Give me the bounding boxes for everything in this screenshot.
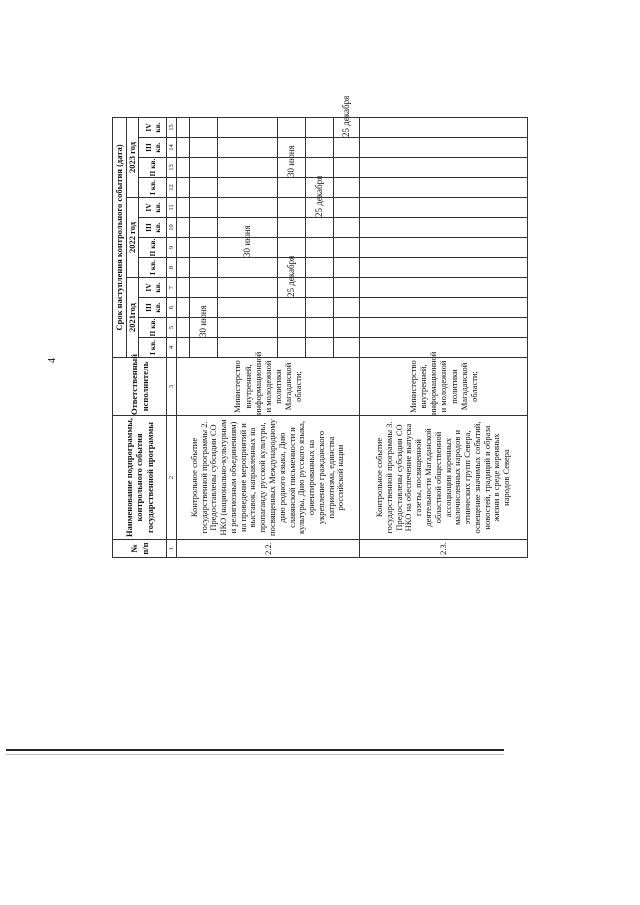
date-cell: 30 июня (278, 158, 306, 178)
table-row (177, 117, 190, 557)
date-cell (177, 158, 190, 178)
header-year-2021: 2021год (127, 278, 139, 358)
header-quarter: I кв. (139, 338, 167, 358)
rotated-table-container (112, 95, 512, 558)
col-number: 10 (167, 218, 177, 238)
date-cell (177, 238, 190, 258)
col-number: 12 (167, 178, 177, 198)
header-quarter: IV кв. (139, 278, 167, 298)
header-year-2022: 2022 год (127, 198, 139, 278)
row-desc: Предоставлены субсидии СО НКО (национально-культурным и религиозным объединениям) на проведение мероприятий и выставок, направленных на пропаганду русской культуры, посвященных Международному дню родного языка, Дню славянской письменности и культуры, Дню русского языка, ориентированных на укрепление гражданского патриотизма, единства российской нации (208, 419, 346, 536)
col-number: 7 (167, 278, 177, 298)
scan-line (6, 754, 504, 755)
row-executor: Министерство внутренней, информационной и молодежной политики Магаданской области; (177, 358, 360, 416)
header-name: Наименование подпрограммы, контрольного события государственной программы (113, 416, 167, 540)
header-quarter: IV кв. (139, 198, 167, 218)
col-number: 4 (167, 338, 177, 358)
col-number: 6 (167, 298, 177, 318)
header-period: Срок наступления контрольного события (дата) (113, 117, 127, 357)
date-cell (177, 258, 190, 278)
col-number: 3 (167, 358, 177, 416)
control-events-table (112, 95, 528, 558)
header-executor: Ответственный исполнитель (113, 358, 167, 416)
row-description (177, 416, 360, 540)
date-cell (177, 138, 190, 158)
row-executor: Министерство внутренней, информационной и молодежной политики Магаданской области; (360, 358, 528, 416)
row-number: 2.2. (177, 540, 360, 558)
header-year-2023: 2023 год (127, 117, 139, 197)
date-cell (177, 117, 190, 137)
header-quarter: II кв. (139, 238, 167, 258)
row-number: 2.3. (360, 540, 528, 558)
date-cell (177, 338, 190, 358)
date-cell (177, 198, 190, 218)
date-cell (177, 178, 190, 198)
header-quarter: III кв. (139, 218, 167, 238)
date-cell: 30 июня (190, 318, 218, 338)
col-number: 15 (167, 117, 177, 137)
date-cell (177, 318, 190, 338)
date-cell: 25 декабря (306, 198, 334, 218)
col-number: 5 (167, 318, 177, 338)
header-quarter: IV кв. (139, 117, 167, 137)
date-cell (177, 298, 190, 318)
header-quarter: III кв. (139, 298, 167, 318)
page-number: 4 (47, 358, 58, 363)
col-number: 1 (167, 540, 177, 558)
row-title: Контрольное событие государственной программы 3. (374, 421, 394, 534)
table-row (360, 117, 528, 557)
header-quarter: I кв. (139, 258, 167, 278)
col-number: 14 (167, 138, 177, 158)
scan-line (6, 749, 504, 751)
row-description (360, 416, 528, 540)
date-cell: 30 июня (218, 238, 278, 258)
col-number: 2 (167, 416, 177, 540)
col-number: 11 (167, 198, 177, 218)
date-cell (177, 278, 190, 298)
row-desc: Предоставлены субсидии СО НКО на обеспечение выпуска газеты, посвященной деятельности Магаданской областной общественной ассоциации коренных малочисленных народов и этнических групп Севера, освещение значимых событий, новостей, традиций и образа жизни в среде коренных народов Севера (393, 421, 512, 534)
header-quarter: I кв. (139, 178, 167, 198)
header-num: № п/п (113, 540, 167, 558)
row-title: Контрольное событие государственной программы 2. (188, 421, 209, 534)
column-number-row (167, 117, 177, 557)
header-quarter: II кв. (139, 158, 167, 178)
date-cell: 25 декабря (278, 278, 306, 298)
date-cell (177, 218, 190, 238)
header-quarter: II кв. (139, 318, 167, 338)
date-cell: 25 декабря (334, 117, 360, 137)
col-number: 8 (167, 258, 177, 278)
col-number: 13 (167, 158, 177, 178)
col-number: 9 (167, 238, 177, 258)
header-quarter: III кв. (139, 138, 167, 158)
